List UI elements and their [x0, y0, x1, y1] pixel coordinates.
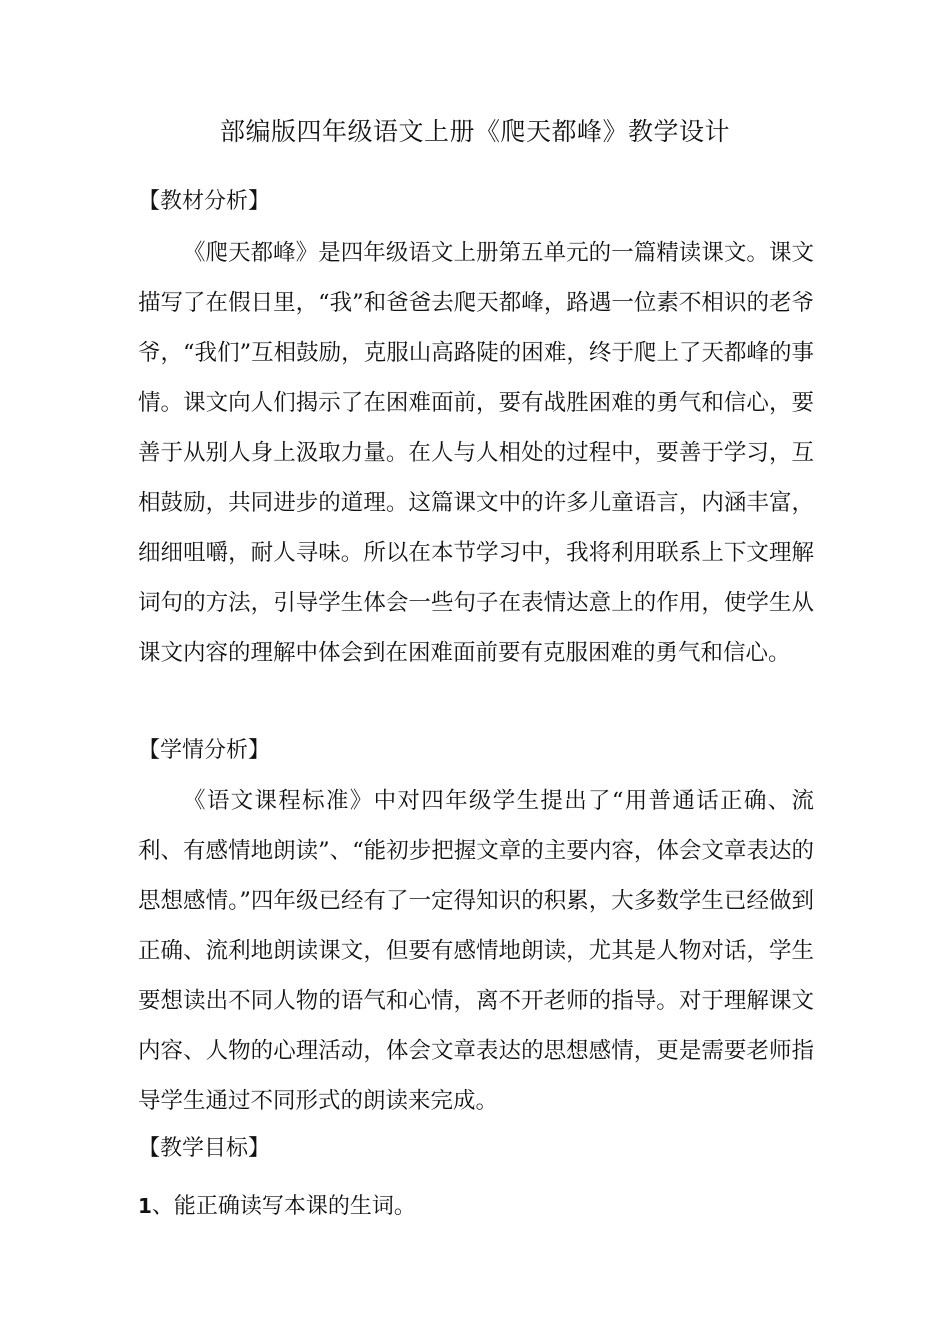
document-title: 部编版四年级语文上册《爬天都峰》教学设计: [219, 117, 730, 146]
section-heading-student-analysis: 【学情分析】: [138, 738, 271, 763]
section-heading-teaching-goals: 【教学目标】: [138, 1136, 271, 1161]
list-item-text: 、能正确读写本课的生词。: [151, 1194, 416, 1219]
section-paragraph-textbook-analysis: 《爬天都峰》是四年级语文上册第五单元的一篇精读课文。课文描写了在假日里，“我”和爸爸去爬天都峰，路遇一位素不相识的老爷爷，“我们”互相鼓励，克服山高路陡的困难，终于爬上了天都峰的事情。课文向人们揭示了在困难面前，要有战胜困难的勇气和信心，要善于从别人身上汲取力量。在人与人相处的过程中，要善于学习，互相鼓励，共同进步的道理。这篇课文中的许多儿童语言，内涵丰富，细细咀嚼，耐人寻味。所以在本节学习中，我将利用联系上下文理解词句的方法，引导学生体会一些句子在表情达意上的作用，使学生从课文内容的理解中体会到在困难面前要有克服困难的勇气和信心。: [138, 240, 814, 666]
list-item: [138, 1190, 416, 1223]
section-heading-textbook-analysis: 【教材分析】: [138, 189, 271, 214]
list-item-number: 1: [138, 1194, 152, 1218]
section-paragraph-student-analysis: 《语文课程标准》中对四年级学生提出了“用普通话正确、流利、有感情地朗读”、“能初步把握文章的主要内容，体会文章表达的思想感情。”四年级已经有了一定得知识的积累，大多数学生已经做到正确、流利地朗读课文，但要有感情地朗读，尤其是人物对话，学生要想读出不同人物的语气和心情，离不开老师的指导。对于理解课文内容、人物的心理活动，体会文章表达的思想感情，更是需要老师指导学生通过不同形式的朗读来完成。: [138, 788, 814, 1114]
